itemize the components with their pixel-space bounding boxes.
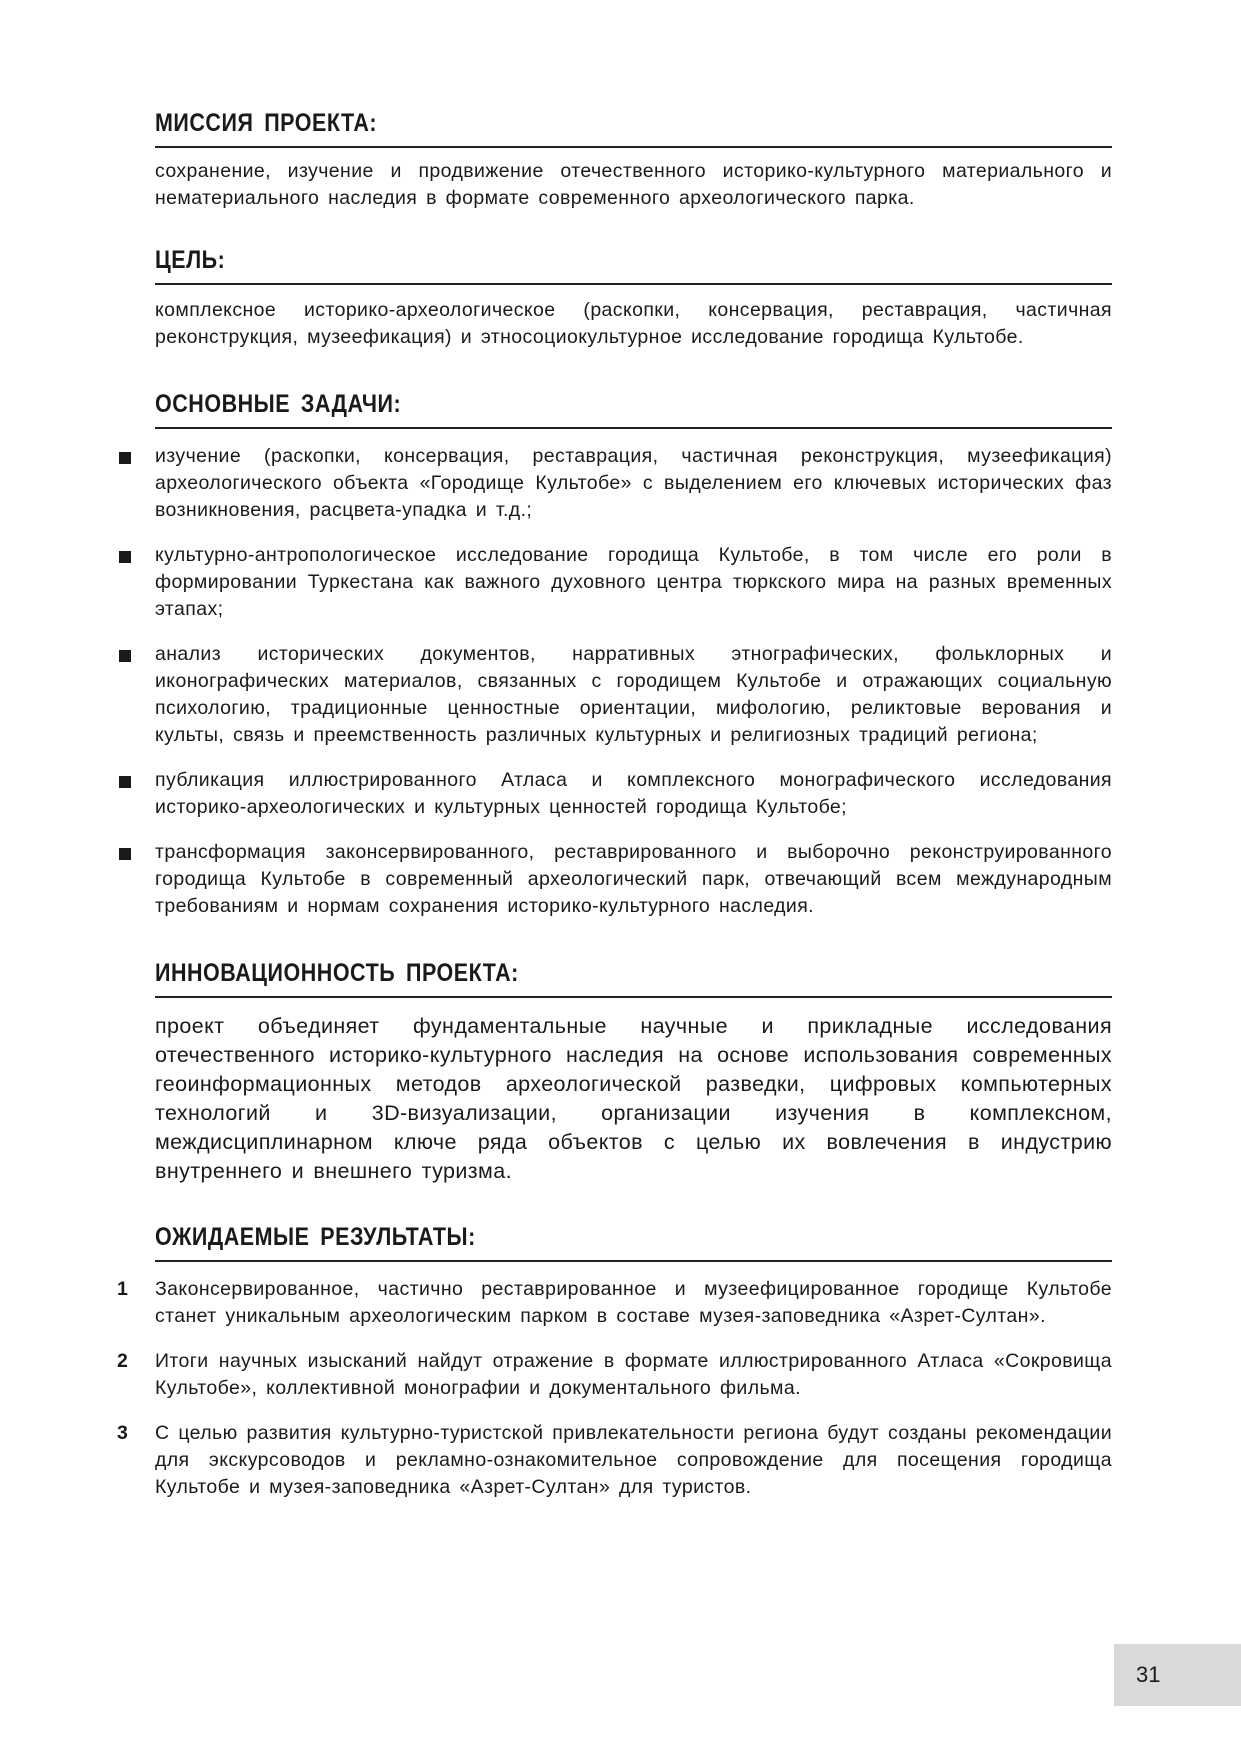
tasks-section	[155, 389, 1112, 920]
page-number-box	[1114, 1644, 1241, 1706]
goal-heading-rule	[155, 245, 1112, 285]
list-item	[117, 1276, 1112, 1330]
results-section	[117, 1222, 1112, 1501]
list-item	[155, 767, 1112, 821]
list-item	[155, 443, 1112, 524]
innovation-heading: ИННОВАЦИОННОСТЬ ПРОЕКТА:	[155, 959, 519, 987]
list-item	[155, 641, 1112, 749]
page-number: 31	[1136, 1662, 1161, 1687]
tasks-list	[155, 443, 1112, 920]
results-list	[117, 1276, 1112, 1501]
result-number: 1	[117, 1278, 129, 1300]
result-number: 2	[117, 1350, 129, 1372]
square-bullet-icon	[119, 776, 131, 788]
mission-section	[155, 108, 1112, 212]
list-item	[155, 542, 1112, 623]
result-text: С целью развития культурно-туристской привлекательности региона будут созданы рекомендации для экскурсоводов и рекламно-ознакомительное сопровождение для посещения городища Культобе и музея-заповедника «Азрет-Султан» для туристов.	[155, 1422, 1112, 1498]
square-bullet-icon	[119, 551, 131, 563]
goal-section	[155, 245, 1112, 351]
list-item	[155, 839, 1112, 920]
result-text: Законсервированное, частично реставрированное и музеефицированное городище Культобе станет уникальным археологическим парком в составе музея-заповедника «Азрет-Султан».	[155, 1278, 1112, 1327]
mission-heading-rule	[155, 108, 1112, 148]
innovation-text: проект объединяет фундаментальные научные и прикладные исследования отечественного историко-культурного наследия на основе использования современных геоинформационных методов археологической разведки, цифровых компьютерных технологий и 3D-визуализации, организации изучения в комплексном, междисциплинарном ключе ряда объектов с целью их вовлечения в индустрию внутреннего и внешнего туризма.	[155, 1014, 1112, 1183]
mission-text: сохранение, изучение и продвижение отечественного историко-культурного материального и нематериального наследия в формате современного археологического парка.	[155, 160, 1112, 209]
square-bullet-icon	[119, 650, 131, 662]
task-text: трансформация законсервированного, реставрированного и выборочно реконструированного городища Культобе в современный археологический парк, отвечающий всем международным требованиям и нормам сохранения историко-культурного наследия.	[155, 841, 1112, 917]
task-text: анализ исторических документов, нарративных этнографических, фольклорных и иконографических материалов, связанных с городищем Культобе и отражающих социальную психологию, традиционные ценностные ориентации, мифологию, реликтовые верования и культы, связь и преемственность различных культурных и религиозных традиций региона;	[155, 643, 1112, 746]
tasks-heading-rule	[155, 389, 1112, 429]
task-text: публикация иллюстрированного Атласа и комплексного монографического исследования историко-археологических и культурных ценностей городища Культобе;	[155, 769, 1112, 818]
page-content	[117, 108, 1112, 1501]
goal-text: комплексное историко-археологическое (раскопки, консервация, реставрация, частичная реконструкция, музеефикация) и этносоциокультурное исследование городища Культобе.	[155, 299, 1112, 348]
result-number: 3	[117, 1422, 129, 1444]
results-heading: ОЖИДАЕМЫЕ РЕЗУЛЬТАТЫ:	[155, 1223, 476, 1251]
mission-heading: МИССИЯ ПРОЕКТА:	[155, 109, 378, 137]
innovation-heading-rule	[155, 958, 1112, 998]
list-item	[117, 1348, 1112, 1402]
square-bullet-icon	[119, 848, 131, 860]
task-text: культурно-антропологическое исследование городища Культобе, в том числе его роли в формировании Туркестана как важного духовного центра тюркского мира на разных временных этапах;	[155, 544, 1112, 620]
goal-heading: ЦЕЛЬ:	[155, 246, 226, 274]
innovation-section	[155, 958, 1112, 1186]
results-heading-rule	[155, 1222, 1112, 1262]
tasks-heading: ОСНОВНЫЕ ЗАДАЧИ:	[155, 390, 402, 418]
task-text: изучение (раскопки, консервация, реставрация, частичная реконструкция, музеефикация) археологического объекта «Городище Культобе» с выделением его ключевых исторических фаз возникновения, расцвета-упадка и т.д.;	[155, 445, 1112, 521]
square-bullet-icon	[119, 452, 131, 464]
result-text: Итоги научных изысканий найдут отражение в формате иллюстрированного Атласа «Сокровища Культобе», коллективной монографии и документального фильма.	[155, 1350, 1112, 1399]
list-item	[117, 1420, 1112, 1501]
